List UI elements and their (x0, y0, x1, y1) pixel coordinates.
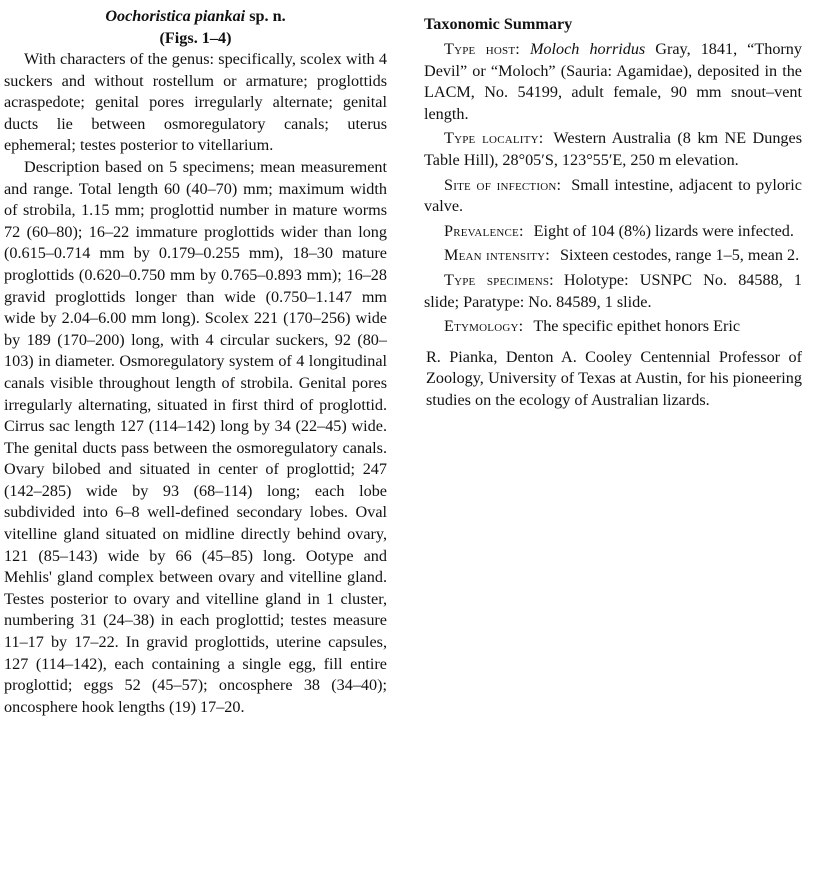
figure-reference: (Figs. 1–4) (159, 29, 232, 47)
entry-label: Site of infection: (444, 175, 562, 194)
entry-text: The specific epithet honors Eric (533, 317, 741, 336)
species-title-line (4, 5, 387, 27)
left-column (4, 0, 387, 718)
diagnosis-paragraph: With characters of the genus: specifically, scolex with 4 suckers and without rostellum or armature; proglottids acraspedote; genital pores irregularly alternate; genital ducts lie between osmoregulatory canals; uterus ephemeral; testes posterior to vitellarium. (4, 50, 387, 155)
entry-label: Mean intensity: (444, 246, 550, 265)
entry-text: Western Australia (8 km NE Dunges Table Hill), 28°05′S, 123°55′E, 250 m elevation. (424, 129, 802, 169)
entry-text: Sixteen cestodes, range 1–5, mean 2. (559, 246, 800, 265)
entry-type-host (424, 39, 802, 125)
entry-label: Etymology: (444, 317, 524, 336)
entry-etymology (424, 316, 802, 338)
entry-type-locality (424, 128, 802, 171)
entry-label: Type locality: (444, 129, 544, 148)
entry-text: Gray, 1841, “Thorny Devil” or “Moloch” (Sauria: Agamidae), deposited in the LACM, No. 54199, adult female, 90 mm snout–vent length. (424, 40, 802, 123)
entry-type-specimens (424, 270, 802, 313)
species-name: Oochoristica piankai (105, 7, 246, 25)
entry-label: Type host: (444, 40, 520, 58)
section-heading-taxonomic-summary: Taxonomic Summary (424, 15, 573, 33)
entry-text: Eight of 104 (8%) lizards were infected. (533, 221, 794, 240)
entry-mean-intensity (424, 245, 802, 267)
entry-site-of-infection (424, 175, 802, 218)
entry-label: Type specimens: (444, 270, 554, 289)
right-column (424, 0, 802, 412)
host-species-name: Moloch horridus (529, 40, 646, 58)
description-paragraph: Description based on 5 specimens; mean measurement and range. Total length 60 (40–70) mm; maximum width of strobila, 1.15 mm; proglottid number in mature worms 72 (60–80); 16–22 immature proglottids wider than long (0.615–0.714 mm by 0.179–0.255 mm), 18–30 mature proglottids (0.620–0.750 mm by 0.765–0.893 mm); 16–28 gravid proglottids longer than wide (0.750–1.147 mm wide by 2.04–6.00 mm long). Scolex 221 (170–256) wide by 189 (170–200) long, with 4 circular suckers, 92 (80–103) in diameter. Osmoregulatory system of 4 longitudinal canals visible throughout length of strobila. Genital pores irregularly alternating, situated in first third of proglottid. Cirrus sac length 127 (114–142) long by 34 (22–45) wide. The genital ducts pass between the osmoregulatory canals. Ovary bilobed and situated in center of proglottid; 247 (142–285) wide by 93 (68–114) long; each lobe subdivided into 6–8 well-defined secondary lobes. Oval vitelline gland situated on midline directly behind ovary, 121 (85–143) wide by 66 (45–85) long. Ootype and Mehlis' gland complex between ovary and vitelline gland. Testes posterior to ovary and vitelline gland in 1 cluster, numbering 31 (24–38) in each proglottid; testes measure 11–17 by 17–22. In gravid proglottids, uterine capsules, 127 (114–142), each containing a single egg, fill entire proglottid; eggs 52 (45–57); oncosphere 38 (34–40); oncosphere hook lengths (19) 17–20. (4, 157, 387, 716)
species-title (4, 5, 387, 49)
entry-text: Small intestine, adjacent to pyloric valve. (424, 175, 802, 216)
etymology-continued-paragraph: R. Pianka, Denton A. Cooley Centennial Professor of Zoology, University of Texas at Austin, for his pioneering studies on the ecology of Australian lizards. (426, 347, 802, 409)
species-suffix: sp. n. (245, 7, 286, 25)
entry-prevalence (424, 221, 802, 243)
entry-text: Holotype: USNPC No. 84588, 1 slide; Paratype: No. 84589, 1 slide. (424, 270, 802, 311)
entry-label: Prevalence: (444, 221, 524, 240)
